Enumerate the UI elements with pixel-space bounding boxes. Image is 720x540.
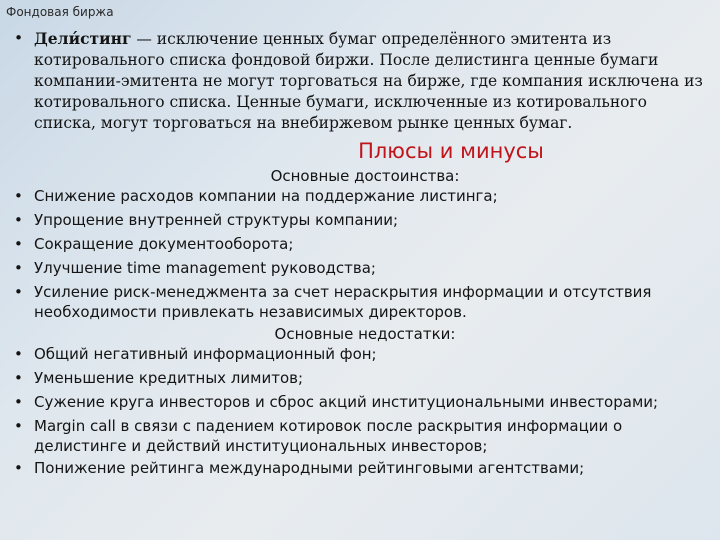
advantage-text: Снижение расходов компании на поддержание листинга; xyxy=(34,187,498,205)
bullet-icon: • xyxy=(14,187,23,205)
disadvantage-item xyxy=(14,368,708,388)
disadvantages-heading: Основные недостатки: xyxy=(274,325,456,343)
bullet-icon: • xyxy=(14,29,24,47)
intro-term: Дели́стинг xyxy=(34,29,132,48)
disadvantage-text: Понижение рейтинга международными рейтинговыми агентствами; xyxy=(34,459,585,477)
disadvantage-text: Уменьшение кредитных лимитов; xyxy=(34,369,304,387)
advantage-text: Улучшение time management руководства; xyxy=(34,259,376,277)
bullet-icon: • xyxy=(14,369,23,387)
disadvantage-item xyxy=(14,344,708,364)
disadvantage-text: Margin call в связи с падением котировок после раскрытия информации о делистинге и действий институциональных инвесторов; xyxy=(34,417,623,455)
advantage-item xyxy=(14,210,708,230)
disadvantage-item xyxy=(14,416,708,456)
bullet-icon: • xyxy=(14,259,23,277)
disadvantage-item xyxy=(14,458,708,478)
slide-content xyxy=(14,28,708,482)
advantages-heading: Основные достоинства: xyxy=(270,167,460,185)
intro-paragraph xyxy=(14,28,708,134)
advantage-text: Упрощение внутренней структуры компании; xyxy=(34,211,399,229)
bullet-icon: • xyxy=(14,283,23,301)
advantage-item xyxy=(14,186,708,206)
slide-header: Фондовая биржа xyxy=(6,5,114,19)
bullet-icon: • xyxy=(14,345,23,363)
advantage-text: Усиление риск-менеджмента за счет нераскрытия информации и отсутствия необходимости привлекать независимых директоров. xyxy=(34,283,652,321)
intro-definition: — исключение ценных бумаг определённого эмитента из котировального списка фондовой биржи. После делистинга ценные бумаги компании-эмитента не могут торговаться на бирже, где компания исключена из котировального списка. Ценные бумаги, исключенные из котировального списка, могут торговаться на внебиржевом рынке ценных бумаг. xyxy=(34,30,703,132)
disadvantage-text: Общий негативный информационный фон; xyxy=(34,345,377,363)
advantage-text: Сокращение документооборота; xyxy=(34,235,294,253)
bullet-icon: • xyxy=(14,211,23,229)
disadvantage-text: Сужение круга инвесторов и сброс акций институциональными инвесторами; xyxy=(34,393,659,411)
bullet-icon: • xyxy=(14,235,23,253)
bullet-icon: • xyxy=(14,459,23,477)
bullet-icon: • xyxy=(14,417,23,435)
advantage-item xyxy=(14,234,708,254)
advantage-item xyxy=(14,258,708,278)
disadvantage-item xyxy=(14,392,708,412)
section-title: Плюсы и минусы xyxy=(358,139,544,163)
bullet-icon: • xyxy=(14,393,23,411)
advantage-item xyxy=(14,282,708,322)
